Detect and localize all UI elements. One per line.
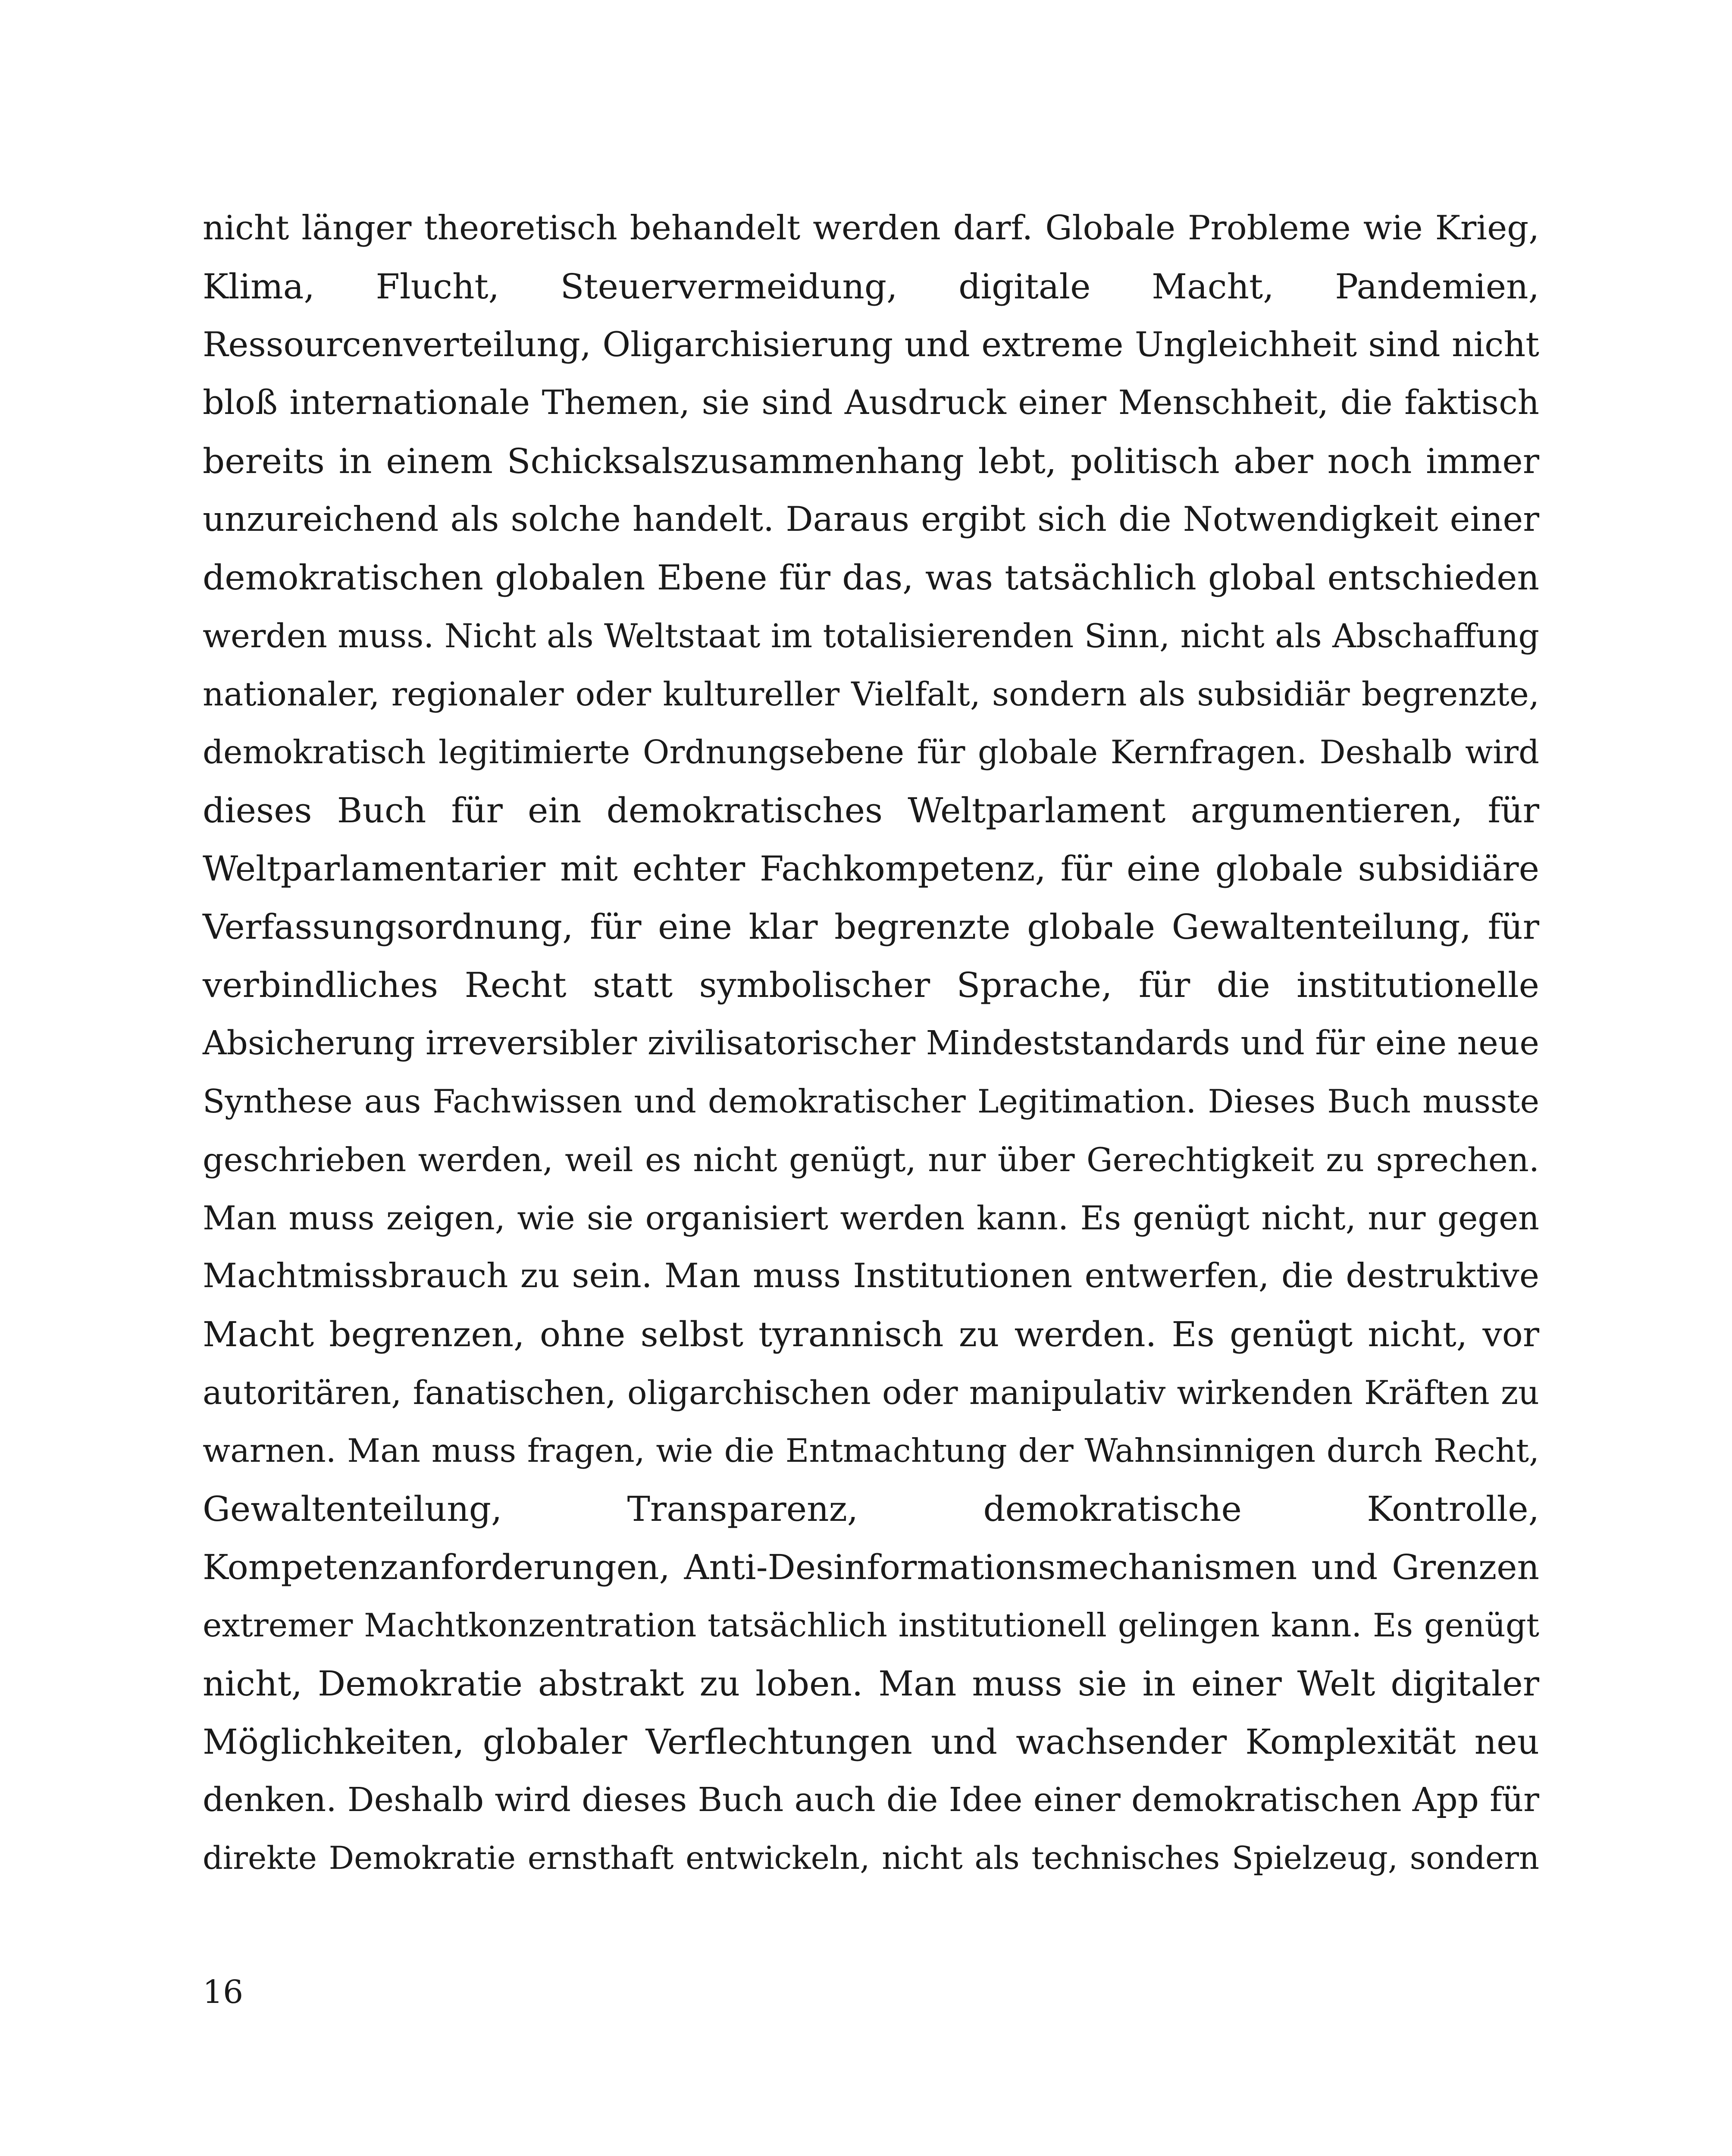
text-line: nationaler, regionaler oder kultureller Vielfalt, sondern als subsidiär begrenzte, xyxy=(203,675,1539,713)
text-line: extremer Machtkonzentration tatsächlich institutionell gelingen kann. Es genügt xyxy=(203,1606,1539,1644)
text-line: Ressourcenverteilung, Oligarchisierung und extreme Ungleichheit sind nicht xyxy=(203,325,1539,364)
text-line: Klima, Flucht, Steuervermeidung, digitale Macht, Pandemien, xyxy=(203,266,1539,307)
text-line: bereits in einem Schicksalszusammenhang lebt, politisch aber noch immer xyxy=(203,441,1539,481)
body-text xyxy=(203,199,1539,1887)
text-line: denken. Deshalb wird dieses Buch auch die Idee einer demokratischen App für xyxy=(203,1781,1539,1819)
text-line: demokratisch legitimierte Ordnungsebene für globale Kernfragen. Deshalb wird xyxy=(203,733,1539,771)
page-number: 16 xyxy=(203,1974,244,2011)
text-line: bloß internationale Themen, sie sind Ausdruck einer Menschheit, die faktisch xyxy=(203,383,1539,422)
text-line: dieses Buch für ein demokratisches Weltparlament argumentieren, für xyxy=(203,790,1539,830)
text-line: Kompetenzanforderungen, Anti-Desinformationsmechanismen und Grenzen xyxy=(203,1547,1539,1587)
text-line: Verfassungsordnung, für eine klar begrenzte globale Gewaltenteilung, für xyxy=(203,907,1539,947)
text-line: Man muss zeigen, wie sie organisiert werden kann. Es genügt nicht, nur gegen xyxy=(203,1199,1539,1237)
text-line: nicht länger theoretisch behandelt werden darf. Globale Probleme wie Krieg, xyxy=(203,209,1539,248)
text-line: Machtmissbrauch zu sein. Man muss Institutionen entwerfen, die destruktive xyxy=(203,1257,1539,1295)
text-line: Weltparlamentarier mit echter Fachkompetenz, für eine globale subsidiäre xyxy=(203,849,1539,889)
text-line: nicht, Demokratie abstrakt zu loben. Man muss sie in einer Welt digitaler xyxy=(203,1664,1539,1704)
text-line: Synthese aus Fachwissen und demokratischer Legitimation. Dieses Buch musste xyxy=(203,1082,1539,1120)
text-line: Möglichkeiten, globaler Verflechtungen und wachsender Komplexität neu xyxy=(203,1722,1539,1762)
text-line: geschrieben werden, weil es nicht genügt, nur über Gerechtigkeit zu sprechen. xyxy=(203,1141,1539,1179)
text-line: verbindliches Recht statt symbolischer Sprache, für die institutionelle xyxy=(203,965,1539,1005)
text-line: Absicherung irreversibler zivilisatorischer Mindeststandards und für eine neue xyxy=(203,1024,1539,1062)
text-line: demokratischen globalen Ebene für das, was tatsächlich global entschieden xyxy=(203,558,1539,598)
text-line: Macht begrenzen, ohne selbst tyrannisch zu werden. Es genügt nicht, vor xyxy=(203,1314,1539,1354)
text-line: werden muss. Nicht als Weltstaat im totalisierenden Sinn, nicht als Abschaffung xyxy=(203,617,1539,655)
text-line: Gewaltenteilung, Transparenz, demokratische Kontrolle, xyxy=(203,1489,1539,1529)
text-line: unzureichend als solche handelt. Daraus ergibt sich die Notwendigkeit einer xyxy=(203,499,1539,539)
text-line: direkte Demokratie ernsthaft entwickeln, nicht als technisches Spielzeug, sondern xyxy=(203,1840,1539,1877)
text-line: warnen. Man muss fragen, wie die Entmachtung der Wahnsinnigen durch Recht, xyxy=(203,1432,1539,1470)
text-line: autoritären, fanatischen, oligarchischen oder manipulativ wirkenden Kräften zu xyxy=(203,1373,1539,1412)
